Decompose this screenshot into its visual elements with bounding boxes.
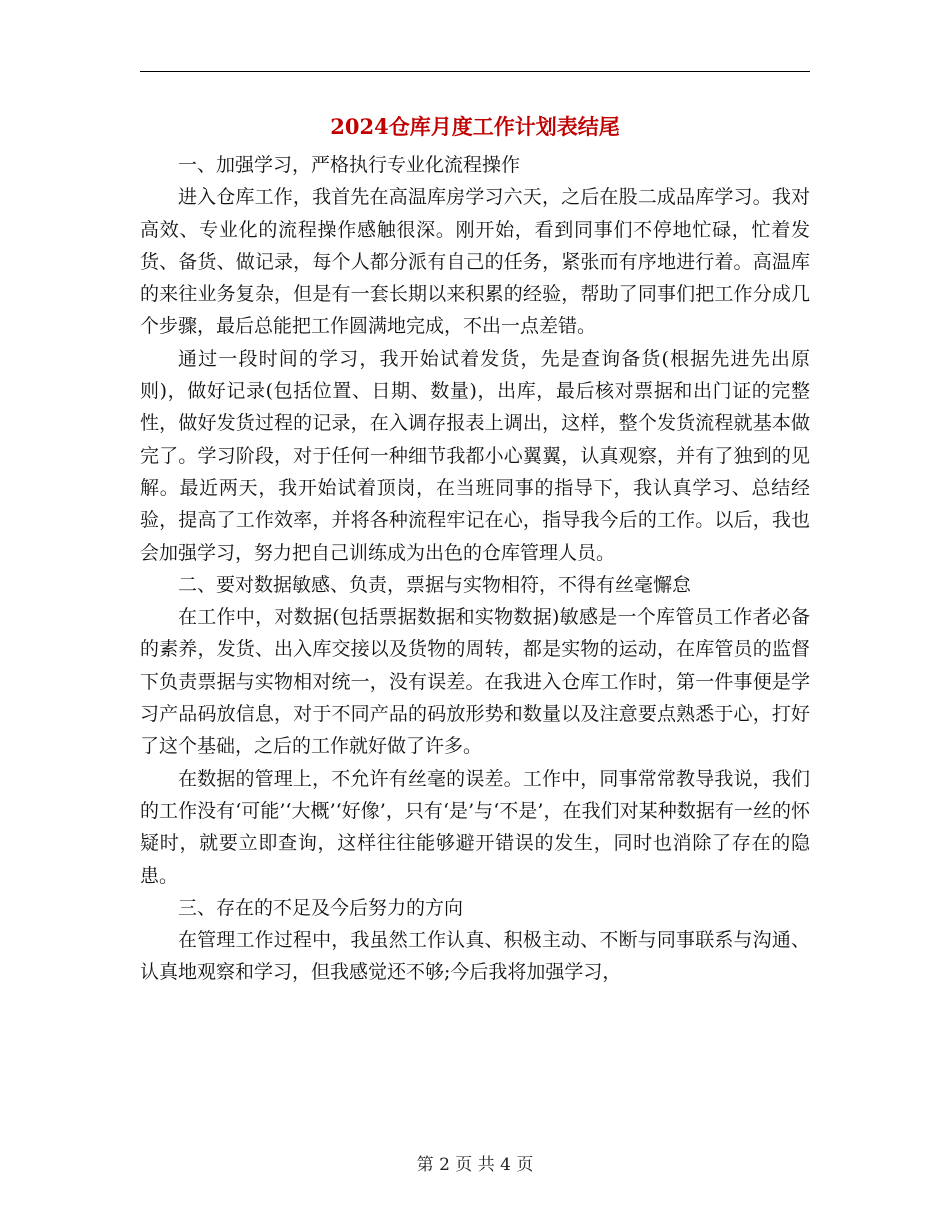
document-title: 2024仓库月度工作计划表结尾 xyxy=(330,114,620,139)
paragraph: 在工作中，对数据(包括票据数据和实物数据)敏感是一个库管员工作者必备的素养，发货、出入库交接以及货物的周转，都是实物的运动，在库管员的监督下负责票据与实物相对统一，没有误差。在我进入仓库工作时，第一件事便是学习产品码放信息，对于不同产品的码放形势和数量以及注意要点熟悉于心，打好了这个基础，之后的工作就好做了许多。 xyxy=(140,606,810,758)
section-heading-1: 一、加强学习，严格执行专业化流程操作 xyxy=(178,154,521,176)
document-body xyxy=(140,149,810,989)
paragraph: 进入仓库工作，我首先在高温库房学习六天，之后在股二成品库学习。我对高效、专业化的流程操作感触很深。刚开始，看到同事们不停地忙碌，忙着发货、备货、做记录，每个人都分派有自己的任务，紧张而有序地进行着。高温库的来往业务复杂，但是有一套长期以来积累的经验，帮助了同事们把工作分成几个步骤，最后总能把工作圆满地完成，不出一点差错。 xyxy=(140,186,810,338)
paragraph: 在数据的管理上，不允许有丝毫的误差。工作中，同事常常教导我说，我们的工作没有‘可能’‘大概’‘好像’，只有‘是’与‘不是’，在我们对某种数据有一丝的怀疑时，就要立即查询，这样往往能够避开错误的发生，同时也消除了存在的隐患。 xyxy=(140,767,810,887)
section-heading-2: 二、要对数据敏感、负责，票据与实物相符，不得有丝毫懈怠 xyxy=(178,573,692,596)
header-rule xyxy=(140,71,810,72)
paragraph: 在管理工作过程中，我虽然工作认真、积极主动、不断与同事联系与沟通、认真地观察和学习，但我感觉还不够;今后我将加强学习， xyxy=(140,929,810,984)
paragraph: 通过一段时间的学习，我开始试着发货，先是查询备货(根据先进先出原则)，做好记录(包括位置、日期、数量)，出库，最后核对票据和出门证的完整性，做好发货过程的记录，在入调存报表上调出，这样，整个发货流程就基本做完了。学习阶段，对于任何一种细节我都小心翼翼，认真观察，并有了独到的见解。最近两天，我开始试着顶岗，在当班同事的指导下，我认真学习、总结经验，提高了工作效率，并将各种流程牢记在心，指导我今后的工作。以后，我也会加强学习，努力把自己训练成为出色的仓库管理人员。 xyxy=(140,347,810,564)
section-heading-3: 三、存在的不足及今后努力的方向 xyxy=(178,896,464,919)
page-footer: 第 2 页 共 4 页 xyxy=(416,1155,534,1175)
